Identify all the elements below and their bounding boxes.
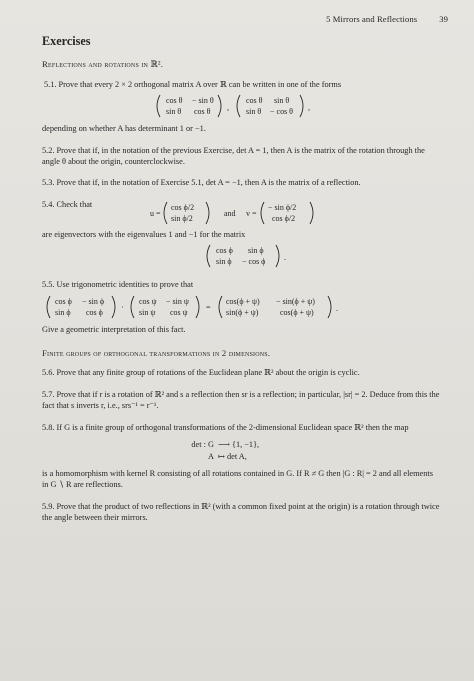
matrix-bracket (112, 296, 115, 318)
page-content (42, 36, 440, 528)
exercise-5-8 (42, 422, 440, 491)
c-4: cos(ϕ + ψ) (280, 307, 314, 317)
exercise-5-5-lead: 5.5. Use trigonometric identities to prove that (42, 280, 194, 290)
exercise-5-5-tail: Give a geometric interpretation of this fact. (42, 324, 186, 334)
m1-c: sin θ (166, 107, 182, 117)
a-4: cos ϕ (86, 307, 103, 317)
vector-bracket (261, 202, 264, 224)
identity-5-5-svg (42, 294, 440, 320)
exercise-5-6: 5.6. Prove that any finite group of rotations of the Euclidean plane ℝ² about the origin is cyclic. (42, 368, 360, 378)
c-1: cos(ϕ + ψ) (226, 296, 260, 306)
exercise-5-5 (42, 279, 440, 335)
period: . (336, 303, 338, 313)
map-left-2: A (208, 451, 214, 461)
v-1: − sin ϕ/2 (268, 202, 297, 212)
section-heading-reflections: Reflections and rotations in ℝ². (42, 59, 164, 70)
exercise-5-8-map (42, 439, 440, 462)
c-2: − sin(ϕ + ψ) (276, 296, 315, 306)
exercise-5-4-matrix (42, 243, 440, 268)
page-number: 39 (439, 14, 448, 24)
m54-c: sin ϕ (216, 257, 232, 267)
map-row-1 (42, 439, 440, 450)
section-heading-finite-groups: Finite groups of orthogonal transformations in 2 dimensions. (42, 348, 271, 359)
vector-bracket (164, 202, 167, 224)
comma: , (227, 103, 229, 113)
exercise-5-1-text: 5.1. Prove that every 2 × 2 orthogonal matrix A over ℝ can be written in one of the forms (44, 79, 342, 89)
equals: = (206, 302, 211, 312)
exercise-5-3: 5.3. Prove that if, in the notation of Exercise 5.1, det A = −1, then A is the matrix of a reflection. (42, 178, 361, 188)
and-word: and (224, 208, 236, 218)
b-1: cos ψ (139, 296, 157, 306)
map-left-1: det : G (191, 440, 214, 450)
u-1: cos ϕ/2 (171, 202, 195, 212)
exercise-5-1-tail: depending on whether A has determinant 1 or −1. (42, 124, 206, 134)
matrix-bracket (276, 245, 279, 267)
matrix-bracket (237, 95, 240, 117)
b-3: sin ψ (139, 307, 156, 317)
matrix-bracket (196, 296, 199, 318)
a-2: − sin ϕ (82, 296, 105, 306)
matrix-bracket (157, 95, 160, 117)
dot: · (121, 302, 124, 312)
vector-bracket (310, 202, 313, 224)
matrix-bracket (328, 296, 331, 318)
m54-a: cos ϕ (216, 246, 233, 256)
m2-d: − cos θ (270, 107, 294, 117)
exercises-heading: Exercises (42, 34, 91, 48)
exercise-5-4-vectors-row (42, 199, 440, 226)
u-label: u = (150, 208, 161, 218)
m54-b: sin ϕ (248, 246, 264, 256)
b-2: − sin ψ (166, 296, 189, 306)
period: . (284, 253, 286, 263)
matrix-bracket (47, 296, 50, 318)
a-3: sin ϕ (55, 307, 71, 317)
exercise-5-9: 5.9. Prove that the product of two reflections in ℝ² (with a common fixed point at the origin) is a rotation through twice the angle between their mirrors. (42, 501, 440, 523)
b-4: cos ψ (170, 307, 188, 317)
m2-b: sin θ (274, 96, 290, 106)
exercise-5-4-tail: are eigenvectors with the eigenvalues 1 and −1 for the matrix (42, 229, 246, 239)
matrices-5-1-svg (42, 93, 440, 119)
m1-b: − sin θ (192, 96, 214, 106)
map-right-2: ↦ det A, (218, 451, 247, 461)
map-right-1: ⟶ {1, −1}, (218, 440, 260, 450)
m2-a: cos θ (246, 96, 263, 106)
matrix-bracket (218, 95, 221, 117)
matrix-bracket (207, 245, 210, 267)
exercise-5-5-identity (42, 294, 440, 319)
m54-d: − cos ϕ (242, 257, 266, 267)
m2-c: sin θ (246, 107, 262, 117)
map-row-2 (42, 451, 440, 462)
comma: , (308, 103, 310, 113)
running-head (326, 14, 448, 24)
running-head-section: 5 Mirrors and Reflections (326, 14, 418, 24)
exercise-5-7: 5.7. Prove that if r is a rotation of ℝ² and s a reflection then sr is a reflection; in particular, |sr| = 2. Deduce from this the fact that s inverts r, i.e., srs⁻¹ = r⁻¹. (42, 389, 440, 411)
exercise-5-1-matrices (42, 93, 440, 118)
exercise-5-4 (42, 199, 440, 268)
m1-a: cos θ (166, 96, 183, 106)
vectors-5-4-svg (42, 199, 440, 226)
v-label: v = (246, 208, 257, 218)
c-3: sin(ϕ + ψ) (226, 307, 259, 317)
a-1: cos ϕ (55, 296, 72, 306)
matrix-5-4-svg (42, 243, 440, 269)
exercise-5-8-text: 5.8. If G is a finite group of orthogonal transformations of the 2-dimensional Euclidean space ℝ² then the map (42, 422, 409, 432)
exercise-5-4-lead: 5.4. Check that (42, 199, 93, 209)
matrix-bracket (219, 296, 222, 318)
exercise-5-1 (42, 79, 440, 135)
v-2: cos ϕ/2 (272, 213, 296, 223)
u-2: sin ϕ/2 (171, 213, 193, 223)
matrix-bracket (300, 95, 303, 117)
matrix-bracket (131, 296, 134, 318)
exercise-5-8-tail: is a homomorphism with kernel R consisting of all rotations contained in G. If R ≠ G then |G : R| = 2 and all elements in G ∖ R are reflections. (42, 468, 433, 490)
m1-d: cos θ (194, 107, 211, 117)
vector-bracket (206, 202, 209, 224)
exercise-5-2: 5.2. Prove that if, in the notation of the previous Exercise, det A = 1, then A is the matrix of the rotation through the angle θ about the origin, counterclockwise. (42, 145, 425, 167)
